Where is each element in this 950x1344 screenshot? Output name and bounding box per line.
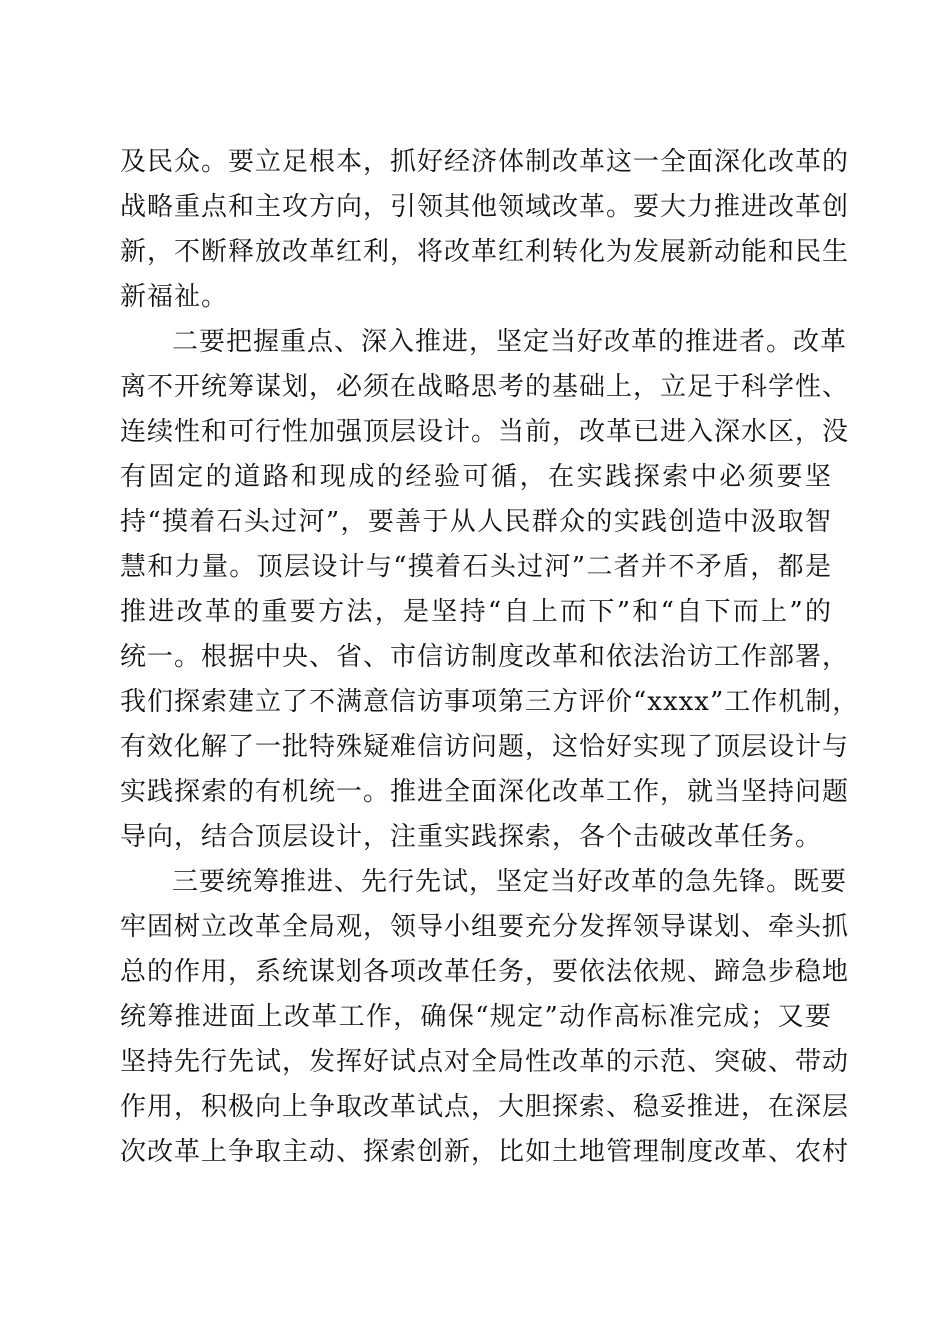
paragraph-2-first-line: 二要把握重点、深入推进，坚定当好改革的推进者。改革 (172, 327, 848, 357)
text-line-18: 牢固树立改革全局观，领导小组要充分发挥领导谋划、牵头抓 (120, 912, 850, 942)
text-line-16: 导向，结合顶层设计，注重实践探索，各个击破改革任务。 (120, 822, 823, 852)
text-line-15: 实践探索的有机统一。推进全面深化改革工作，就当坚持问题 (120, 777, 850, 807)
text-line-11: 推进改革的重要方法，是坚持“自上而下”和“自下而上”的 (120, 597, 832, 627)
paragraph-3-first-line: 三要统筹推进、先行先试，坚定当好改革的急先锋。既要 (172, 867, 848, 897)
text-line-4: 新福祉。 (120, 282, 229, 312)
text-line-19: 总的作用，系统谋划各项改革任务，要依法依规、蹄急步稳地 (120, 957, 850, 987)
text-line-22: 作用，积极向上争取改革试点，大胆探索、稳妥推进，在深层 (120, 1092, 850, 1122)
text-line-10: 慧和力量。顶层设计与“摸着石头过河”二者并不矛盾，都是 (120, 552, 832, 582)
text-line-13: 我们探索建立了不满意信访事项第三方评价“xxxx”工作机制， (120, 687, 860, 717)
text-line-8: 有固定的道路和现成的经验可循，在实践探索中必须要坚 (120, 462, 832, 492)
text-line-20: 统筹推进面上改革工作，确保“规定”动作高标准完成；又要 (120, 1002, 832, 1032)
text-line-9: 持“摸着石头过河”，要善于从人民群众的实践创造中汲取智 (120, 507, 832, 537)
text-line-14: 有效化解了一批特殊疑难信访问题，这恰好实现了顶层设计与 (120, 732, 850, 762)
text-line-2: 战略重点和主攻方向，引领其他领域改革。要大力推进改革创 (120, 192, 850, 222)
text-line-1: 及民众。要立足根本，抓好经济体制改革这一全面深化改革的 (120, 147, 850, 177)
text-line-6: 离不开统筹谋划，必须在战略思考的基础上，立足于科学性、 (120, 372, 850, 402)
text-line-21: 坚持先行先试，发挥好试点对全局性改革的示范、突破、带动 (120, 1047, 850, 1077)
text-line-7: 连续性和可行性加强顶层设计。当前，改革已进入深水区，没 (120, 417, 850, 447)
text-line-3: 新，不断释放改革红利，将改革红利转化为发展新动能和民生 (120, 237, 850, 267)
text-line-12: 统一。根据中央、省、市信访制度改革和依法治访工作部署， (120, 642, 850, 672)
text-line-23: 次改革上争取主动、探索创新，比如土地管理制度改革、农村 (120, 1137, 850, 1167)
